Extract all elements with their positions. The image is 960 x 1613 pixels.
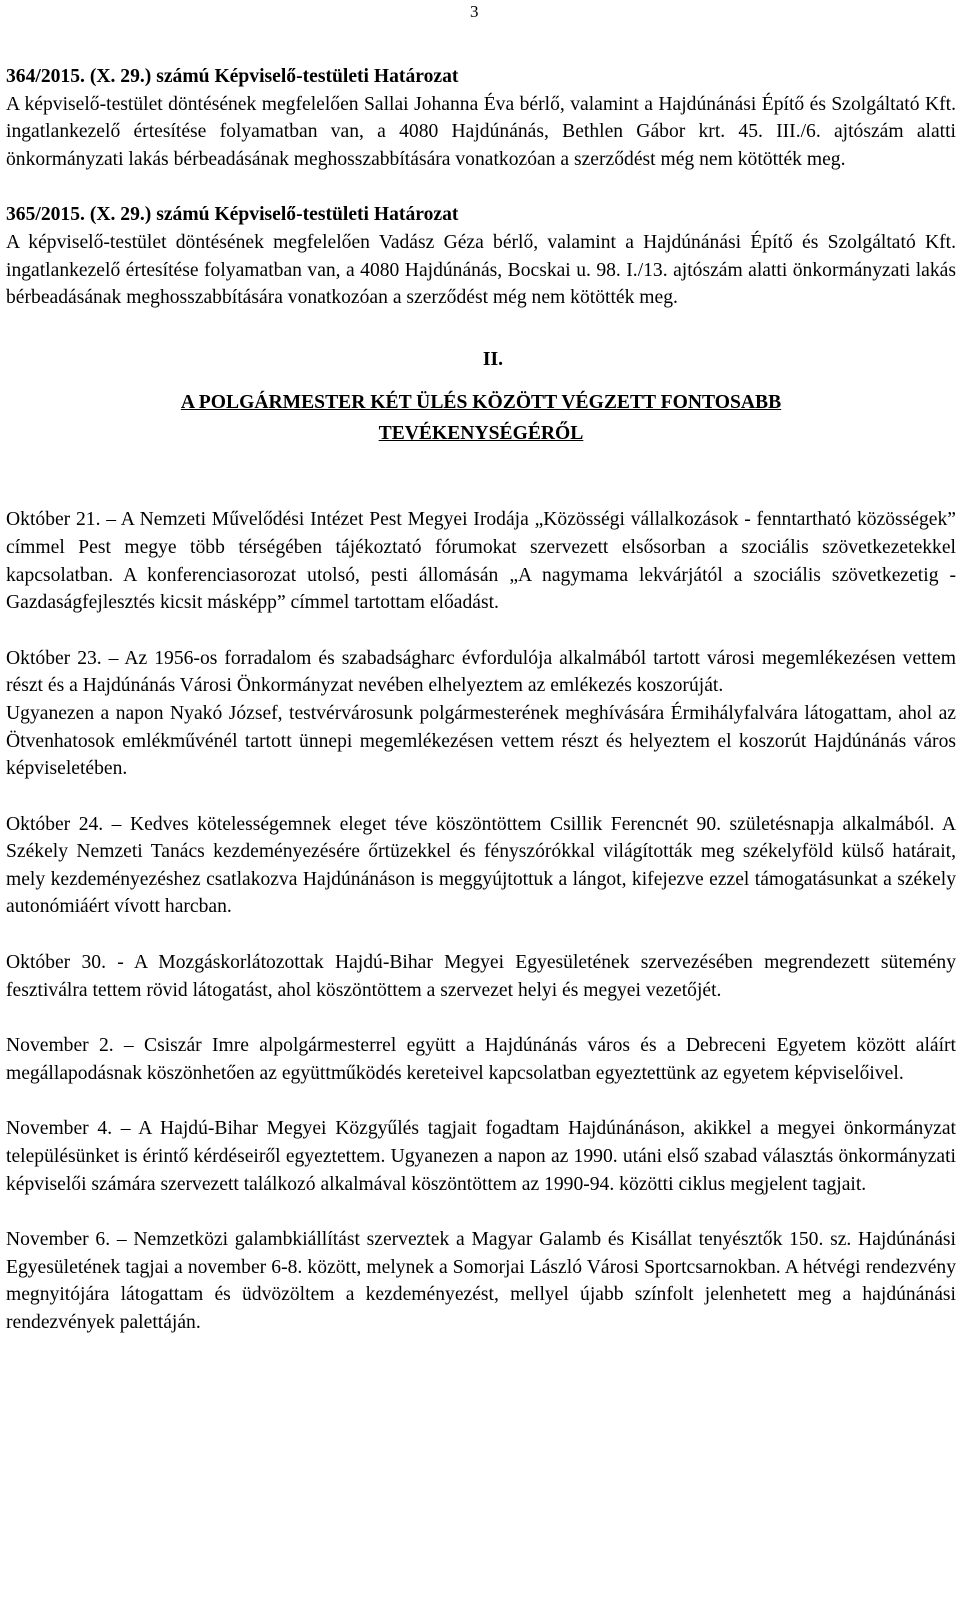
resolution-title: 365/2015. (X. 29.) számú Képviselő-testületi Határozat (6, 204, 459, 226)
activity-entry: Október 30. - A Mozgáskorlátozottak Hajdú-Bihar Megyei Egyesületének szervezésében megrendezett sütemény fesztiválra tettem rövid látogatást, ahol köszöntöttem a szervezet helyi és megyei vezetőjét. (6, 952, 956, 1001)
resolution-text: A képviselő-testület döntésének megfelelően Sallai Johanna Éva bérlő, valamint a Hajdúnánási Építő és Szolgáltató Kft. ingatlankezelő értesítése folyamatban van, a 4080 Hajdúnánás, Bethlen Gábor krt. 45. III./6. ajtószám alatti önkormányzati lakás bérbeadásának meghosszabbítására vonatkozóan a szerződést még nem kötötték meg. (6, 93, 956, 170)
activity-entry: November 6. – Nemzetközi galambkiállítást szerveztek a Magyar Galamb és Kisállat tenyésztők 150. sz. Hajdúnánási Egyesületének tagjai a november 6-8. között, melynek a Somorjai László Városi Sportcsarnokban. A hétvégi rendezvény megnyitójára látogattam és üdvözöltem a kezdeményezést, mellyel újabb színfolt jelenhetett meg a hajdúnánási rendezvények palettáján. (6, 1229, 956, 1333)
section-title-line: TEVÉKENYSÉGÉRŐL (378, 423, 584, 445)
section-numeral: II. (482, 348, 504, 370)
page-number: 3 (470, 2, 479, 21)
resolution-block (6, 201, 956, 311)
resolution-title: 364/2015. (X. 29.) számú Képviselő-testületi Határozat (6, 66, 459, 87)
section-title (6, 387, 956, 449)
document-body (6, 63, 956, 1337)
activity-entry: Október 24. – Kedves kötelességemnek eleget téve köszöntöttem Csillik Ferencnét 90. születésnapja alkalmából. A Székely Nemzeti Tanács kezdeményezésére őrtüzekkel és fényszórókkal világították meg székelyföld külső határait, mely kezdeményezéshez csatlakozva Hajdúnánáson is meggyújtottuk a lángot, kifejezve ezzel támogatásunkat a székely autonómiáért vívott harcban. (6, 813, 956, 918)
resolution-paragraph (6, 63, 956, 173)
resolution-block (6, 63, 956, 173)
resolution-text: A képviselő-testület döntésének megfelelően Vadász Géza bérlő, valamint a Hajdúnánási Építő és Szolgáltató Kft. ingatlankezelő értesítése folyamatban van, a 4080 Hajdúnánás, Bocskai u. 98. I./13. ajtószám alatti önkormányzati lakás bérbeadásának meghosszabbítására vonatkozóan a szerződést még nem kötötték meg. (6, 231, 956, 309)
section-title-line: A POLGÁRMESTER KÉT ÜLÉS KÖZÖTT VÉGZETT FONTOSABB (180, 392, 782, 414)
resolution-paragraph (6, 201, 956, 311)
activity-entry: November 4. – A Hajdú-Bihar Megyei Közgyűlés tagjait fogadtam Hajdúnánáson, akikkel a megyei önkormányzat településünket is érintő kérdéseiről egyeztettem. Ugyanezen a napon az 1990. utáni első szabad választás önkormányzati képviselői számára szervezett találkozó alkalmával köszöntöttem az 1990-94. közötti ciklus megjelent tagjait. (6, 1118, 956, 1195)
activity-entry: Október 23. – Az 1956-os forradalom és szabadságharc évfordulója alkalmából tartott városi megemlékezésen vettem részt és a Hajdúnánás Városi Önkormányzat nevében elhelyeztem az emlékezés koszorúját. (6, 647, 956, 697)
activity-entry: November 2. – Csiszár Imre alpolgármesterrel együtt a Hajdúnánás város és a Debreceni Egyetem között aláírt megállapodásnak köszönhetően az együttműködés kereteivel kapcsolatban egyeztettünk az egyetem képviselőivel. (6, 1035, 956, 1084)
activity-entry: Október 21. – A Nemzeti Művelődési Intézet Pest Megyei Irodája „Közösségi vállalkozások - fenntartható közösségek” címmel Pest megye több térségében tájékoztató fórumokat szervezett elsősorban a szociális szövetkezetekkel kapcsolatban. A konferenciasorozat utolsó, pesti állomásán „A nagymama lekvárjától a szociális szövetkezetig - Gazdaságfejlesztés kicsit másképp” címmel tartottam előadást. (6, 509, 956, 614)
activity-entry-continuation: Ugyanezen a napon Nyakó József, testvérvárosunk polgármesterének meghívására Érmihályfalvára látogattam, ahol az Ötvenhatosok emlékművénél tartott ünnepi megemlékezésen vettem részt és helyeztem el koszorút Hajdúnánás város képviseletében. (6, 702, 956, 780)
